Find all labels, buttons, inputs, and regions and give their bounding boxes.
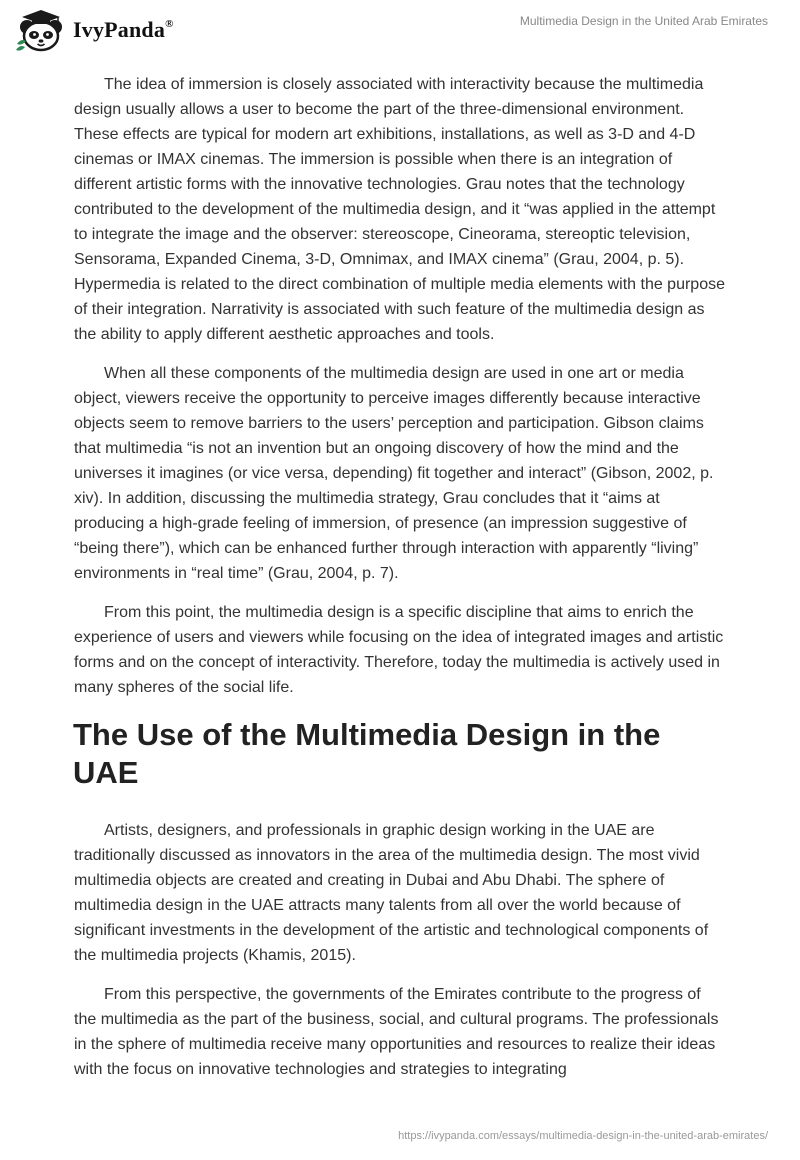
paragraph: From this perspective, the governments of the Emirates contribute to the progress of the multimedia as the part of the business, social, and cultural programs. The professionals in the sphere of multimedia receive many opportunities and resources to realize their ideas with the focus on innovative technologies and strategies to integrating [74,986,719,1078]
paragraph: Artists, designers, and professionals in graphic design working in the UAE are traditionally discussed as innovators in the area of the multimedia design. The most vivid multimedia objects are created and creating in Dubai and Abu Dhabi. The sphere of multimedia design in the UAE attracts many talents from all over the world because of significant investments in the development of the artistic and technological components of the multimedia projects (Khamis, 2015). [74,822,709,964]
article-body [74,72,726,1096]
section-heading: The Use of the Multimedia Design in the UAE [73,717,661,790]
brand-name: IvyPanda® [73,17,174,42]
panda-graduate-icon [14,8,68,52]
source-url[interactable]: https://ivypanda.com/essays/multimedia-design-in-the-united-arab-emirates/ [398,1130,768,1142]
page-header [0,0,800,60]
paragraph: When all these components of the multimedia design are used in one art or media object, viewers receive the opportunity to perceive images differently because interactive objects seem to remove barriers to the users’ perception and participation. Gibson claims that multimedia “is not an invention but an ongoing discovery of how the mind and the universes it imagines (or vice versa, depending) fit together and interact” (Gibson, 2002, p. xiv). In addition, discussing the multimedia strategy, Grau concludes that it “aims at producing a high-grade feeling of immersion, of presence (an impression suggestive of “being there”), which can be enhanced further through interaction with apparently “living” environments in “real time” (Grau, 2004, p. 7). [74,365,714,582]
brand-logo[interactable] [14,8,174,52]
paragraph: The idea of immersion is closely associated with interactivity because the multimedia design usually allows a user to become the part of the three-dimensional environment. These effects are typical for modern art exhibitions, installations, as well as 3-D and 4-D cinemas or IMAX cinemas. The immersion is possible when there is an integration of different artistic forms with the innovative technologies. Grau notes that the technology contributed to the development of the multimedia design, and it “was applied in the attempt to integrate the image and the observer: stereoscope, Cineorama, stereoptic television, Sensorama, Expanded Cinema, 3-D, Omnimax, and IMAX cinema” (Grau, 2004, p. 5). Hypermedia is related to the direct combination of multiple media elements with the purpose of their integration. Narrativity is associated with such feature of the multimedia design as the ability to apply different aesthetic approaches and tools. [74,76,725,343]
paragraph: From this point, the multimedia design is a specific discipline that aims to enrich the experience of users and viewers while focusing on the idea of integrated images and artistic forms and on the concept of interactivity. Therefore, today the multimedia is actively used in many spheres of the social life. [74,604,724,696]
document-title: Multimedia Design in the United Arab Emirates [519,14,768,28]
